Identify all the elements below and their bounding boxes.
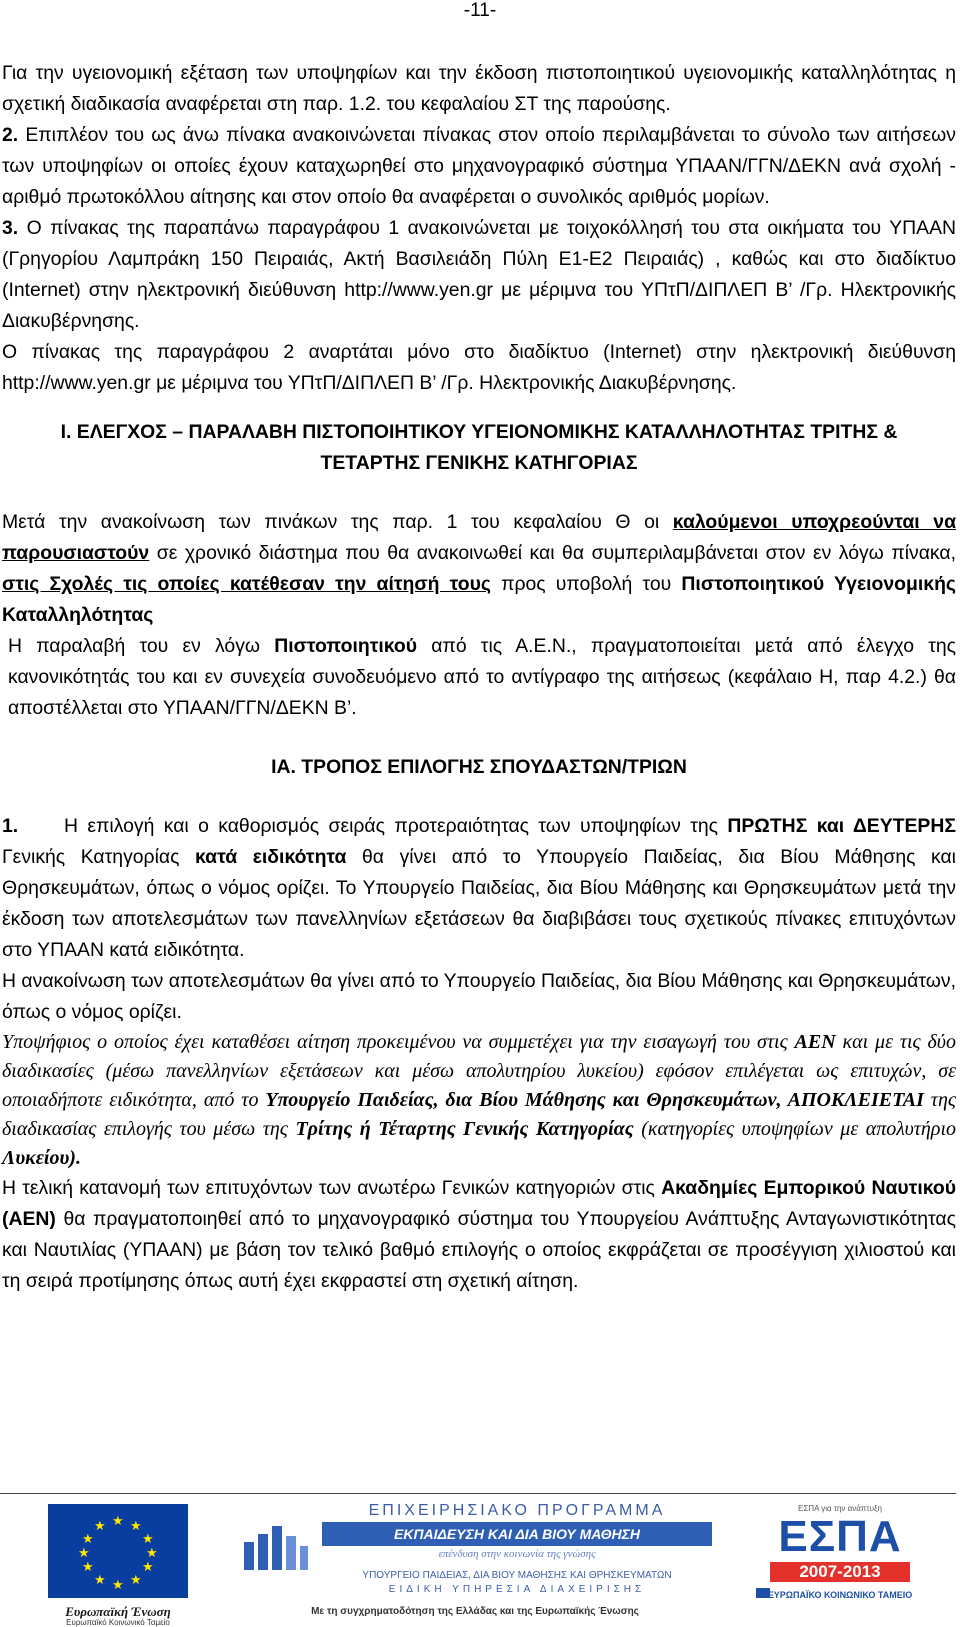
programme-emblem-icon	[240, 1522, 310, 1572]
emphasis-text: στις Σχολές τις οποίες κατέθεσαν την αίτησή τους	[2, 573, 491, 595]
text-run: Γενικής Κατηγορίας	[2, 846, 196, 868]
paragraph-text: Επιπλέον του ως άνω πίνακα ανακοινώνεται πίνακας στον οποίο περιλαμβάνεται το σύνολο των αιτήσεων των υποψηφίων οι οποίες έχουν καταχωρηθεί στο μηχανογραφικό σύστημα ΥΠΑΑΝ/ΓΓΝ/ΔΕΚΝ ανά σχολή - αριθμό πρωτοκόλλου αίτησης και στον οποίο θα αναφέρεται ο συνολικός αριθμός μορίων.	[2, 124, 956, 208]
text-run: θα γίνει από το Υπουργείο Παιδείας, δια Βίου Μάθησης και Θρησκευμάτων, όπως ο νόμος ορίζει. Το Υπουργείο Παιδείας, δια Βίου Μάθησης και Θρησκευμάτων μετά την έκδοση των αποτελεσμάτων των πανελληνίων εξετάσεων θα διαβιβάσει τους σχετικούς πίνακες επιτυχόντων στο ΥΠΑΑΝ κατά ειδικότητα.	[2, 846, 956, 961]
programme-title: ΕΠΙΧΕΙΡΗΣΙΑΚΟ ΠΡΟΓΡΑΜΜΑ	[368, 1502, 666, 1519]
management-service: ΕΙΔΙΚΗ ΥΠΗΡΕΣΙΑ ΔΙΑΧΕΙΡΙΣΗΣ	[388, 1584, 646, 1595]
paragraph-intro: Για την υγειονομική εξέταση των υποψηφίων και την έκδοση πιστοποιητικού υγειονομικής καταλληλότητας η σχετική διαδικασία αναφέρεται στη παρ. 1.2. του κεφαλαίου ΣΤ της παρούσης.	[2, 62, 956, 115]
emphasis-text: Υπουργείο Παιδείας, δια Βίου Μάθησης και Θρησκευμάτων, ΑΠΟΚΛΕΙΕΤΑΙ	[265, 1089, 924, 1111]
star-icon: ★	[82, 1559, 94, 1574]
footer-divider	[0, 1493, 956, 1494]
espa-years: 2007-2013	[770, 1562, 910, 1582]
text-run: από τις Α.Ε.Ν., πραγματοποιείται μετά από έλεγχο της κανονικότητάς του και εν συνεχεία συνοδευόμενο από το αντίγραφο της αιτήσεως (κεφάλαιο Η, παρ 4.2.) θα αποστέλλεται στο ΥΠΑΑΝ/ΓΓΝ/ΔΕΚΝ Β’.	[8, 635, 956, 719]
text-run: προς υποβολή του	[490, 573, 682, 595]
paragraph-2	[2, 120, 956, 213]
star-icon: ★	[94, 1518, 106, 1533]
text-run: (κατηγορίες υποψηφίων με απολυτήριο	[633, 1118, 957, 1140]
espa-fund-name: ΕΥΡΩΠΑΪΚΟ ΚΟΙΝΩΝΙΚΟ ΤΑΜΕΙΟ	[767, 1590, 913, 1600]
section-heading-line: Ι. ΕΛΕΓΧΟΣ – ΠΑΡΑΛΑΒΗ ΠΙΣΤΟΠΟΙΗΤΙΚΟΥ ΥΓΕΙΟΝΟΜΙΚΗΣ ΚΑΤΑΛΛΗΛΟΤΗΤΑΣ ΤΡΙΤΗΣ &	[60, 421, 898, 443]
paragraph-number: 2.	[2, 124, 19, 146]
espa-wordmark: ΕΣΠΑ	[778, 1512, 902, 1561]
text-run: και με τις δύο διαδικασίες (μέσω πανελληνίων εξετάσεων και μέσω απολυτηρίου λυκείου) εφόσον επιλέγεται ως επιτυχών, σε οποιαδήποτε ειδικότητα, από το	[2, 1031, 956, 1111]
star-icon: ★	[112, 1577, 124, 1592]
section-heading-line: ΤΕΤΑΡΤΗΣ ΓΕΝΙΚΗΣ ΚΑΤΗΓΟΡΙΑΣ	[320, 452, 638, 474]
programme-motto: επένδυση στην κοινωνία της γνώσης	[438, 1548, 596, 1560]
programme-subtitle: ΕΚΠΑΙΔΕΥΣΗ ΚΑΙ ΔΙΑ ΒΙΟΥ ΜΑΘΗΣΗ	[322, 1522, 712, 1546]
text-run: Η παραλαβή του εν λόγω	[8, 635, 275, 657]
eu-caption: Ευρωπαϊκή Ένωση	[65, 1604, 171, 1619]
ministry-name: ΥΠΟΥΡΓΕΙΟ ΠΑΙΔΕΙΑΣ, ΔΙΑ ΒΙΟΥ ΜΑΘΗΣΗΣ ΚΑΙ ΘΡΗΣΚΕΥΜΑΤΩΝ	[362, 1570, 672, 1581]
text-run: Υποψήφιος ο οποίος έχει καταθέσει αίτηση προκειμένου να συμμετέχει για την εισαγωγή του στις	[2, 1031, 795, 1053]
emphasis-text: Πιστοποιητικού Υγειονομικής Καταλληλότητας	[2, 573, 956, 626]
document-body	[2, 58, 956, 1297]
star-icon: ★	[82, 1531, 94, 1546]
section-i-paragraph-1	[2, 507, 956, 631]
cofunding-note: Με τη συγχρηματοδότηση της Ελλάδας και της Ευρωπαϊκής Ένωσης	[311, 1606, 639, 1617]
star-icon: ★	[130, 1572, 142, 1587]
emphasis-text: Λυκείου).	[2, 1147, 81, 1169]
star-icon: ★	[130, 1518, 142, 1533]
star-icon: ★	[142, 1531, 154, 1546]
star-icon: ★	[78, 1545, 90, 1560]
emphasis-text: ΠΡΩΤΗΣ και ΔΕΥΤΕΡΗΣ	[727, 815, 956, 837]
eu-flag-logo	[48, 1504, 188, 1598]
paragraph-3	[2, 213, 956, 337]
eu-subcaption: Ευρωπαϊκό Κοινωνικό Ταμείο	[66, 1618, 170, 1627]
star-icon: ★	[94, 1572, 106, 1587]
operational-programme-logo	[240, 1502, 710, 1624]
emphasis-text: ΑΕΝ	[794, 1031, 836, 1053]
emphasis-text: καλούμενοι υποχρεούνται να παρουσιαστούν	[2, 511, 956, 564]
section-ia-paragraph-2: Η ανακοίνωση των αποτελεσμάτων θα γίνει από το Υπουργείο Παιδείας, δια Βίου Μάθησης και Θρησκευμάτων, όπως ο νόμος ορίζει.	[2, 970, 956, 1023]
text-run: Η τελική κατανομή των επιτυχόντων των ανωτέρω Γενικών κατηγοριών στις	[2, 1177, 662, 1199]
paragraph-number: 3.	[2, 217, 19, 239]
section-i-heading	[2, 417, 956, 479]
espa-tagline: ΕΣΠΑ για την ανάπτυξη	[798, 1504, 882, 1513]
section-ia-heading: ΙΑ. ΤΡΟΠΟΣ ΕΠΙΛΟΓΗΣ ΣΠΟΥΔΑΣΤΩΝ/ΤΡΙΩΝ	[271, 756, 687, 778]
text-run: θα πραγματοποιηθεί από το μηχανογραφικό σύστημα του Υπουργείου Ανάπτυξης Ανταγωνιστικότητας και Ναυτιλίας (ΥΠΑΑΝ) με βάση τον τελικό βαθμό επιλογής ο οποίος εκφράζεται σε προσέγγιση χιλιοστού και τη σειρά προτίμησης όπως αυτή έχει εκφραστεί στη σχετική αίτηση.	[2, 1208, 956, 1292]
paragraph-number: 1.	[2, 815, 19, 837]
espa-logo	[750, 1504, 930, 1624]
star-icon: ★	[112, 1513, 124, 1528]
emphasis-text: κατά ειδικότητα	[195, 846, 347, 868]
section-ia-paragraph-1	[2, 811, 956, 966]
section-i-paragraph-2	[2, 631, 956, 724]
text-run: Μετά την ανακοίνωση των πινάκων της παρ. 1 του κεφαλαίου Θ οι	[2, 511, 673, 533]
footer-logos	[0, 1500, 960, 1627]
emphasis-text: Ακαδημίες Εμπορικού Ναυτικού (ΑΕΝ)	[2, 1177, 957, 1230]
text-run: Η επιλογή και ο καθορισμός σειράς προτεραιότητας των υποψηφίων της	[64, 815, 728, 837]
section-ia-italic-note	[2, 1028, 956, 1173]
emphasis-text: Τρίτης ή Τέταρτης Γενικής Κατηγορίας	[295, 1118, 634, 1140]
emphasis-text: Πιστοποιητικού	[274, 635, 418, 657]
paragraph-text: Ο πίνακας της παραπάνω παραγράφου 1 ανακοινώνεται με τοιχοκόλλησή του στα οικήματα του ΥΠΑΑΝ (Γρηγορίου Λαμπράκη 150 Πειραιάς, Ακτή Βασιλειάδη Πύλη Ε1-Ε2 Πειραιάς) , καθώς και στο διαδίκτυο (Internet) στην ηλεκτρονική διεύθυνση http://www.yen.gr με μέριμνα του ΥΠτΠ/ΔΙΠΛΕΠ Β’ /Γρ. Ηλεκτρονικής Διακυβέρνησης.	[2, 217, 956, 332]
text-run: της διαδικασίας επιλογής του μέσω της	[2, 1089, 956, 1140]
star-icon: ★	[146, 1545, 158, 1560]
star-icon: ★	[142, 1559, 154, 1574]
text-run: σε χρονικό διάστημα που θα ανακοινωθεί και θα συμπεριλαμβάνεται στον εν λόγω πίνακα,	[149, 542, 956, 564]
section-ia-paragraph-3	[2, 1173, 956, 1297]
page-number: -11-	[463, 0, 497, 21]
paragraph-3b: Ο πίνακας της παραγράφου 2 αναρτάται μόνο στο διαδίκτυο (Internet) στην ηλεκτρονική διεύθυνση http://www.yen.gr με μέριμνα του ΥΠτΠ/ΔΙΠΛΕΠ Β’ /Γρ. Ηλεκτρονικής Διακυβέρνησης.	[2, 341, 956, 394]
